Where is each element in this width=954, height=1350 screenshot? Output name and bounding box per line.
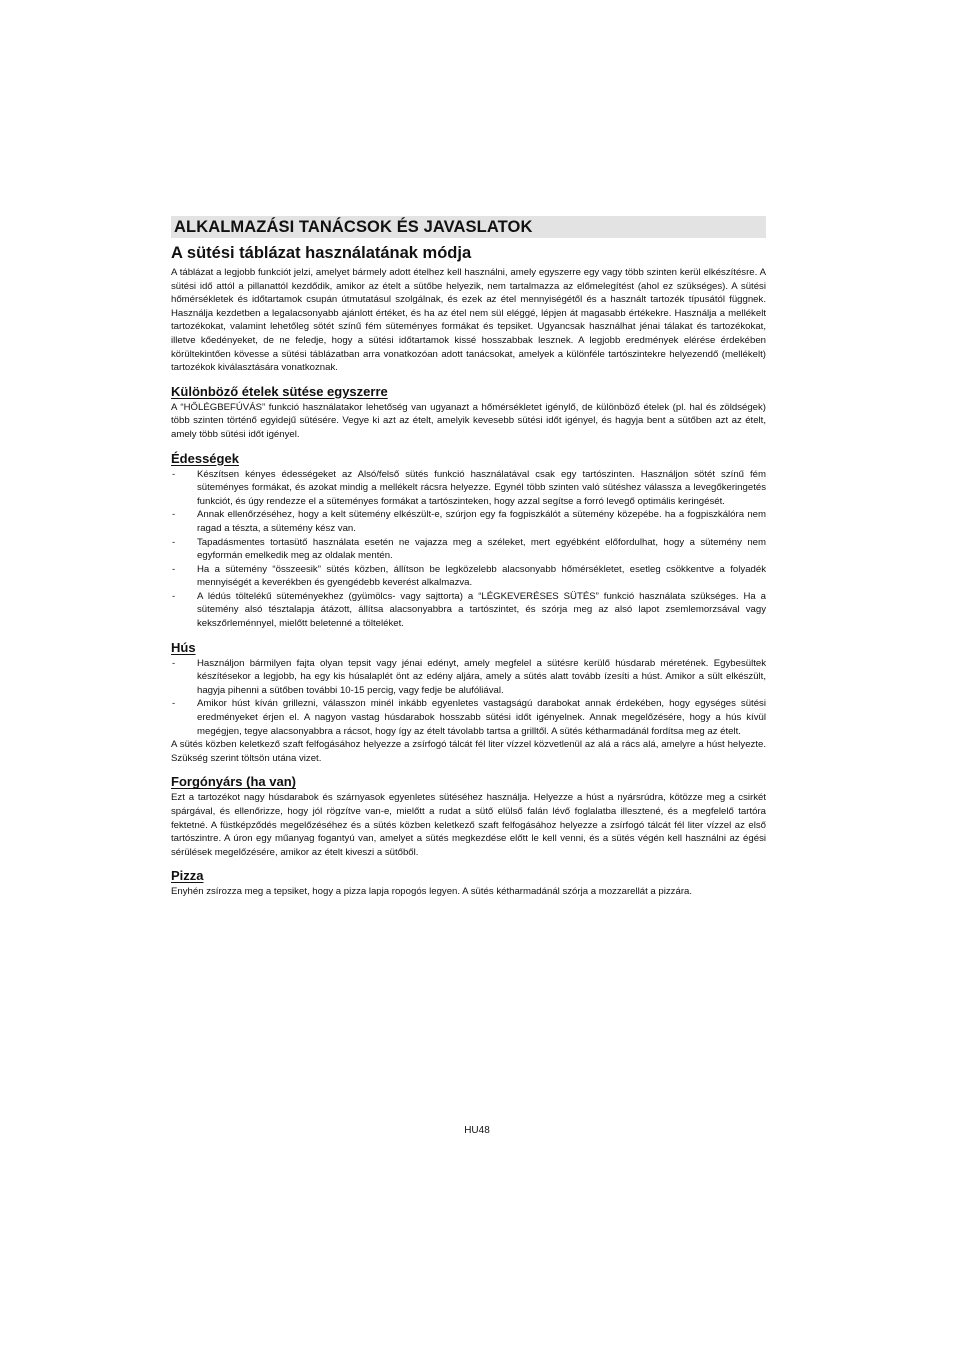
list-item: - Használjon bármilyen fajta olyan tepsit vagy jénai edényt, amely megfelel a sütésre kerülő húsdarab méretének. Egybesültek készítésekor a legjobb, ha egy kis húsalaplét önt az edény aljára, amely a sütés alatt tovább ízesíti a húst. Amikor a sült elkészült, hagyja pihenni a sütőben további 10-15 percig, vagy fedje be alufóliával. bbox=[171, 657, 766, 698]
meat-paragraph: A sütés közben keletkező szaft felfogásához helyezze a zsírfogó tálcát fél liter vízzel közvetlenül az alá a rács alá, amelyre a húst helyezte. Szükség szerint töltsön utána vizet. bbox=[171, 739, 766, 764]
multi-level-paragraph: A “HŐLÉGBEFÚVÁS” funkció használatakor lehetőség van ugyanazt a hőmérsékletet igénylő, de különböző ételek (pl. hal és zöldségek) több szinten történő egyidejű sütésére. Vegye ki azt az ételt, amelyik kevesebb sütési időt igényel, és hagyja bent a sütőben azt az ételt, amely több sütési időt igényel. bbox=[171, 401, 766, 440]
list-item: - Annak ellenőrzéséhez, hogy a kelt sütemény elkészült-e, szúrjon egy fa fogpiszkálót a sütemény közepébe. ha a fogpiszkálóra nem ragad a tészta, a sütemény kész van. bbox=[171, 508, 766, 535]
page-number: HU48 bbox=[464, 1125, 490, 1136]
rotisserie-paragraph: Ezt a tartozékot nagy húsdarabok és szárnyasok egyenletes sütéséhez használja. Helyezze a húst a nyársrúdra, kötözze meg a csirkét spárgával, és ellenőrizze, hogy jól rögzítve van-e, mielőtt a rudat a sütő elülső falán lévő foglalatba illesztené, és a megfelelő tartóra fektetné. A füstképződés megelőzéséhez és a sütés közben keletkező szaft felfogásához helyezze a zsírfogó tálcát fél liter vízzel az első tartószintre. A úron egy műanyag fogantyú van, amelyet a sütés megkezdése előtt le kell venni, és a sütés végén kell használni az égési sérülések megelőzésére, amikor az ételt kiveszi a sütőből. bbox=[171, 792, 766, 858]
page-title: A sütési táblázat használatának módja bbox=[171, 244, 472, 262]
section-banner: ALKALMAZÁSI TANÁCSOK ÉS JAVASLATOK bbox=[171, 216, 766, 238]
meat-list bbox=[171, 657, 766, 739]
list-item: - A lédús töltelékű süteményekhez (gyümölcs- vagy sajttorta) a “LÉGKEVERÉSES SÜTÉS” funkció használata szükséges. Ha a sütemény alsó tésztalapja átázott, állítsa alacsonyabbra a tartószintet, és szórja meg az alsó lapot zsemlemorzsával vagy kekszőrleménnyel, mielőtt beletenné a tölteléket. bbox=[171, 590, 766, 631]
list-item: - Ha a sütemény “összeesik” sütés közben, állítson be legközelebb alacsonyabb hőmérsékletet, esetleg csökkentve a folyadék mennyiségét a keverékben és gyengédebb keverést alkalmazva. bbox=[171, 563, 766, 590]
pizza-paragraph: Enyhén zsírozza meg a tepsiket, hogy a pizza lapja ropogós legyen. A sütés kétharmadánál szórja a mozzarellát a pizzára. bbox=[171, 886, 693, 898]
list-item: - Amikor húst kíván grillezni, válasszon minél inkább egyenletes vastagságú darabokat annak érdekében, hogy egységes sütési eredményeket érjen el. A nagyon vastag húsdarabok hosszabb sütési időt igényelnek. Annak megelőzésére, hogy a hús kívül megégjen, tegye alacsonyabbra a rácsot, hogy így az ételt távolabb tartsa a grilltől. A sütés kétharmadánál fordítsa meg az ételt. bbox=[171, 697, 766, 738]
list-item: - Tapadásmentes tortasütő használata esetén ne vajazza meg a széleket, mert egyébként előfordulhat, hogy a sütemény nem egyformán emelkedik meg az oldalak mentén. bbox=[171, 536, 766, 563]
heading-meat: Hús bbox=[171, 639, 196, 655]
heading-pizza: Pizza bbox=[171, 868, 204, 884]
heading-sweets: Édességek bbox=[171, 450, 239, 466]
intro-paragraph: A táblázat a legjobb funkciót jelzi, amelyet bármely adott ételhez kell használni, amely egyszerre egy vagy több szinten kerül elkészítésre. A sütési idő attól a pillanattól kezdődik, amikor az ételt a sütőbe helyezik, nem tartalmazza az előmelegítést (ahol ez szükséges). A sütési hőmérsékletek és időtartamok csupán útmutatásul szolgálnak, és ezek az étel mennyiségétől és a használt tartozék típusától függnek. Használja kezdetben a legalacsonyabb ajánlott értéket, és ha az étel nem sül eléggé, lépjen át magasabb értékekre. Használja a mellékelt tartozékokat, valamint lehetőleg sötét színű fém süteményes formákat és tepsiket. Ugyancsak használhat jénai tálakat és tartozékokat, illetve kőedényeket, de ne feledje, hogy a sütési időtartamok kissé hosszabbak lesznek. A legjobb eredmények elérése érdekében körültekintően kövesse a sütési táblázatban arra vonatkozóan adott tanácsokat, amelyek a különféle tartószintekre helyezendő (mellékelt) tartozékok kiválasztására vonatkoznak. bbox=[171, 267, 766, 374]
heading-multi-level: Különböző ételek sütése egyszerre bbox=[171, 383, 388, 399]
sweets-list bbox=[171, 468, 766, 631]
document-page bbox=[171, 216, 766, 899]
list-item: - Készítsen kényes édességeket az Alsó/felső sütés funkció használatával csak egy tartószinten. Használjon sötét színű fém süteményes formákat, és azokat mindig a mellékelt rácsra helyezze. Egynél több szinten való sütéshez válassza a levegőkeringetés funkciót, és úgy rendezze el a süteményes formákat a tartószinteken, hogy azzal segítse a forró levegő optimális keringését. bbox=[171, 468, 766, 509]
heading-rotisserie: Forgónyárs (ha van) bbox=[171, 774, 296, 790]
